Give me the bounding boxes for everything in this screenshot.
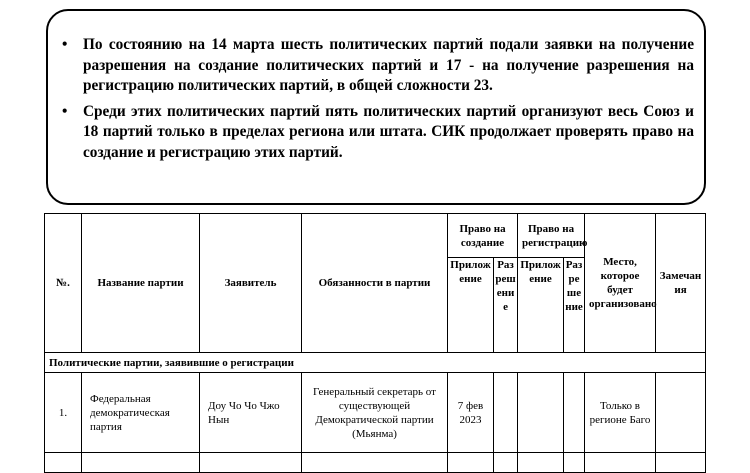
note-text: По состоянию на 14 марта шесть политических партий подали заявки на получение разрешения на создание политических партий и 17 - на получение разрешения на регистрацию политических партий, в общей сложности 23.	[83, 36, 694, 95]
notes-box	[46, 9, 706, 205]
cell-place: Только в регионе Баго	[585, 373, 656, 453]
col-right-register-header: Право на регистрацию	[518, 214, 585, 258]
col-create-permission-header: Разрешение	[494, 258, 518, 353]
header-row	[45, 214, 706, 258]
col-place-header: Место, которое будет организовано	[585, 214, 656, 353]
col-party-name-header: Название партии	[82, 214, 200, 353]
col-applicant-header: Заявитель	[200, 214, 302, 353]
cell-register-permission	[564, 373, 585, 453]
col-register-application-header: Приложение	[518, 258, 564, 353]
cell-party-name: Федеральная демократическая партия	[82, 373, 200, 453]
table-row-partial	[45, 453, 706, 473]
bullet-icon: •	[62, 36, 68, 53]
cell-notes	[656, 373, 706, 453]
col-right-create-header: Право на создание	[448, 214, 518, 258]
cell-applicant: Доу Чо Чо Чжо Нын	[200, 373, 302, 453]
top-fragment	[44, 0, 704, 6]
section-title: Политические партии, заявившие о регистрации	[45, 353, 706, 373]
col-notes-header: Замечания	[656, 214, 706, 353]
col-num-header: №.	[45, 214, 82, 353]
cell-create-application: 7 фев 2023	[448, 373, 494, 453]
cell-num: 1.	[45, 373, 82, 453]
bullet-icon: •	[62, 102, 68, 120]
cell-duties: Генеральный секретарь от существующей Демократической партии (Мьянма)	[302, 373, 448, 453]
table-row	[45, 373, 706, 453]
col-register-permission-header: Разрешение	[564, 258, 585, 353]
col-create-application-header: Приложение	[448, 258, 494, 353]
col-duties-header: Обязанности в партии	[302, 214, 448, 353]
notes-list	[62, 35, 694, 169]
section-row	[45, 353, 706, 373]
cell-create-permission	[494, 373, 518, 453]
cell-register-application	[518, 373, 564, 453]
parties-table	[44, 213, 706, 473]
note-item	[62, 102, 694, 164]
note-item	[62, 35, 694, 97]
note-text: Среди этих политических партий пять политических партий организуют весь Союз и 18 партий только в пределах региона или штата. СИК продолжает проверять право на создание и регистрацию этих партий.	[83, 102, 694, 161]
